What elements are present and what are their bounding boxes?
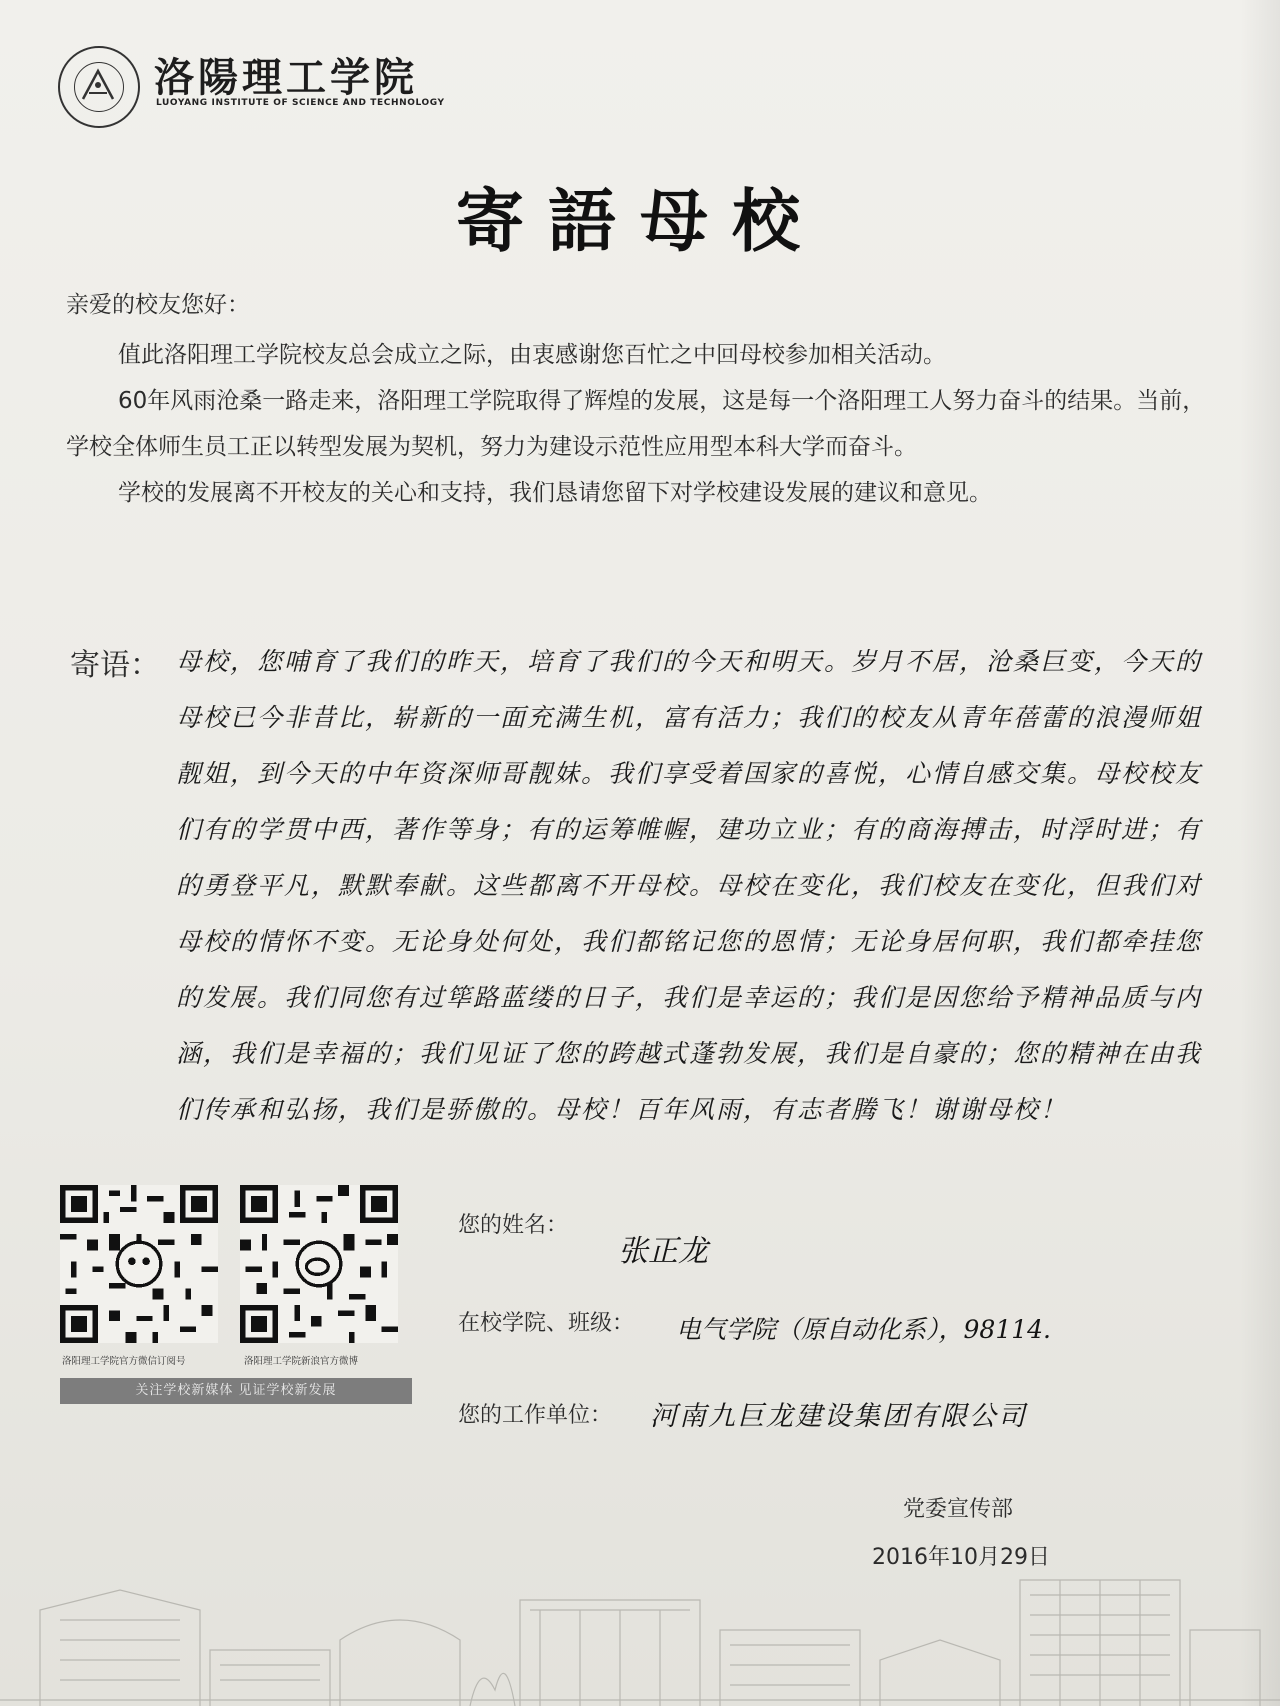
- campus-skyline-illustration: [0, 1540, 1280, 1706]
- name-field-value: 张正龙: [618, 1234, 708, 1269]
- school-name-en: LUOYANG INSTITUTE OF SCIENCE AND TECHNOLOGY: [156, 98, 445, 108]
- qr-banner: 关注学校新媒体 见证学校新发展: [60, 1378, 412, 1404]
- class-field-value: 电气学院（原自动化系），98114.: [676, 1315, 1051, 1344]
- wechat-qr-code-icon: [60, 1185, 218, 1343]
- school-seal-icon: [58, 46, 140, 128]
- letter-body: [66, 282, 1216, 516]
- wechat-qr-caption: 洛阳理工学院官方微信订阅号: [62, 1356, 186, 1367]
- class-field-label: 在校学院、班级：: [458, 1311, 635, 1336]
- seal-inner-ring: [74, 62, 124, 112]
- seal-mark-icon: [75, 63, 121, 109]
- weibo-qr-code-icon: [240, 1185, 398, 1343]
- letter-paragraph: 学校的发展离不开校友的关心和支持，我们恳请您留下对学校建设发展的建议和意见。: [118, 480, 992, 506]
- message-label: 寄语：: [70, 648, 160, 683]
- name-field-label: 您的姓名：: [458, 1213, 569, 1238]
- weibo-qr-caption: 洛阳理工学院新浪官方微博: [244, 1356, 359, 1367]
- signature-department: 党委宣传部: [903, 1497, 1014, 1522]
- qr-code-area: [56, 1185, 416, 1420]
- page-title: 寄語母校: [455, 182, 824, 262]
- work-field-label: 您的工作单位：: [458, 1403, 613, 1428]
- letter-greeting: 亲爱的校友您好：: [66, 292, 250, 318]
- letter-paragraph: 60年风雨沧桑一路走来，洛阳理工学院取得了辉煌的发展，这是每一个洛阳理工人努力奋斗的结果。当前，学校全体师生员工正以转型发展为契机，努力为建设示范性应用型本科大学而奋斗。: [66, 388, 1206, 460]
- work-field-value: 河南九巨龙建设集团有限公司: [650, 1401, 1027, 1432]
- letterhead: [58, 46, 478, 116]
- handwritten-message: 母校，您哺育了我们的昨天，培育了我们的今天和明天。岁月不居，沧桑巨变，今天的母校已今非昔比，崭新的一面充满生机，富有活力；我们的校友从青年蓓蕾的浪漫师姐靓姐，到今天的中年资深师哥靓妹。我们享受着国家的喜悦，心情自感交集。母校校友们有的学贯中西，著作等身；有的运筹帷幄，建功立业；有的商海搏击，时浮时进；有的勇登平凡，默默奉献。这些都离不开母校。母校在变化，我们校友在变化，但我们对母校的情怀不变。无论身处何处，我们都铭记您的恩情；无论身居何职，我们都牵挂您的发展。我们同您有过筚路蓝缕的日子，我们是幸运的；我们是因您给予精神品质与内涵，我们是幸福的；我们见证了您的跨越式蓬勃发展，我们是自豪的；您的精神在由我们传承和弘扬，我们是骄傲的。母校！百年风雨，有志者腾飞！谢谢母校！: [176, 647, 1203, 1124]
- letter-paragraph: 值此洛阳理工学院校友总会成立之际，由衷感谢您百忙之中回母校参加相关活动。: [118, 342, 946, 368]
- signature-date: 2016年10月29日: [872, 1545, 1050, 1570]
- school-name: 洛陽理工学院: [154, 54, 418, 101]
